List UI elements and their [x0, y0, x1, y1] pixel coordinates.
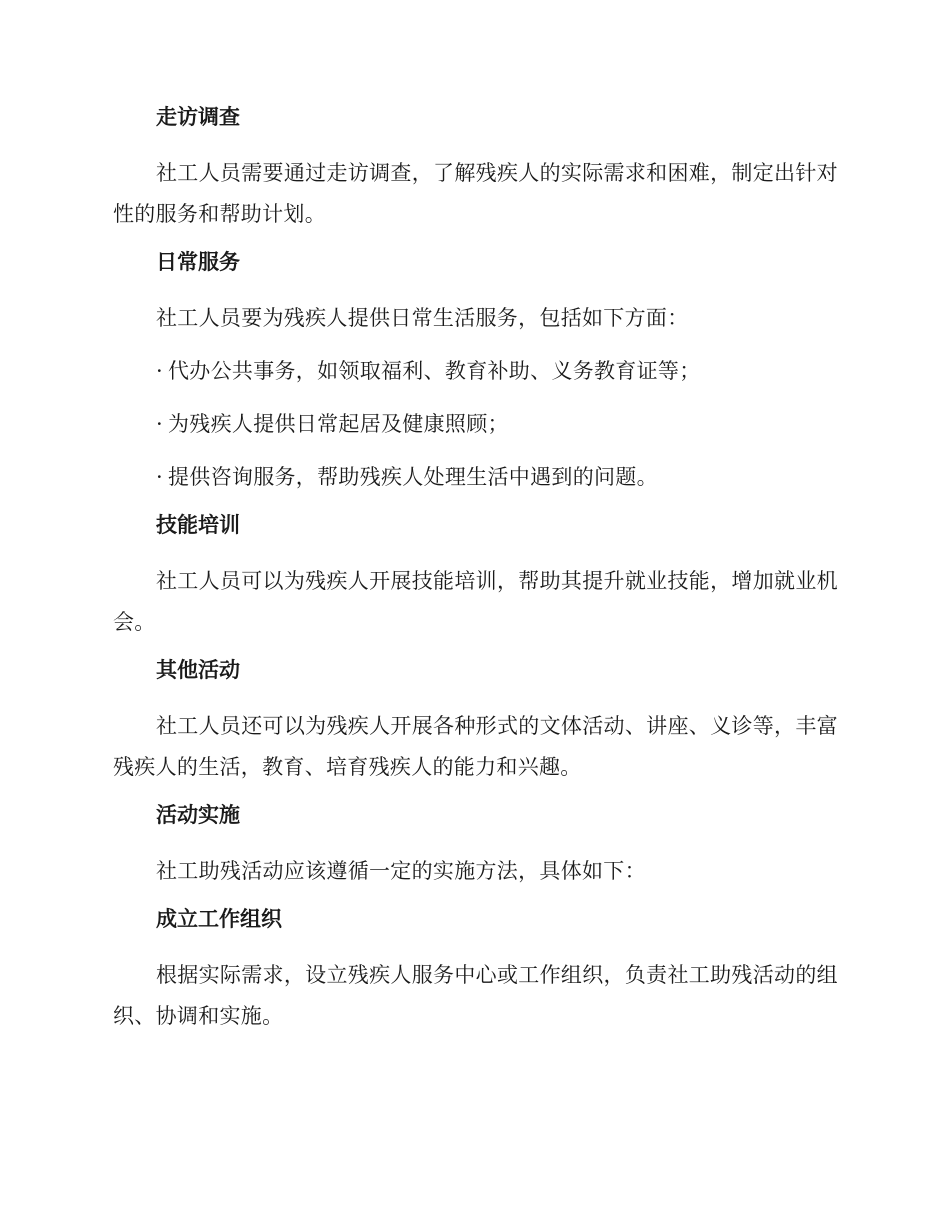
document-body: [113, 102, 838, 1049]
section-heading-skill-training: 技能培训: [156, 513, 240, 537]
section-paragraph: 社工人员可以为残疾人开展技能培训，帮助其提升就业技能，增加就业机会。: [113, 569, 838, 634]
bullet-item: [113, 457, 838, 498]
section-paragraph: 社工人员要为残疾人提供日常生活服务，包括如下方面：: [156, 306, 689, 330]
section-heading-visit-survey: 走访调查: [156, 105, 240, 129]
section-paragraph: 根据实际需求，设立残疾人服务中心或工作组织，负责社工助残活动的组织、协调和实施。: [113, 963, 838, 1028]
bullet-item: [113, 351, 838, 392]
section-heading-daily-service: 日常服务: [156, 250, 240, 274]
section-heading-organization: 成立工作组织: [156, 907, 282, 931]
bullet-text: 为残疾人提供日常起居及健康照顾；: [168, 412, 509, 436]
section-paragraph: 社工人员还可以为残疾人开展各种形式的文体活动、讲座、义诊等，丰富残疾人的生活，教育、培育残疾人的能力和兴趣。: [113, 714, 838, 779]
bullet-item: [113, 404, 838, 445]
bullet-text: 提供咨询服务，帮助残疾人处理生活中遇到的问题。: [168, 465, 658, 489]
section-paragraph: 社工人员需要通过走访调查，了解残疾人的实际需求和困难，制定出针对性的服务和帮助计划。: [113, 161, 838, 226]
bullet-text: 代办公共事务，如领取福利、教育补助、义务教育证等；: [168, 359, 701, 383]
bullet-mark: ·: [156, 359, 163, 383]
bullet-mark: ·: [156, 465, 163, 489]
bullet-mark: ·: [156, 412, 163, 436]
section-heading-other-activities: 其他活动: [156, 658, 240, 682]
section-heading-implementation: 活动实施: [156, 803, 240, 827]
section-paragraph: 社工助残活动应该遵循一定的实施方法，具体如下：: [156, 859, 646, 883]
